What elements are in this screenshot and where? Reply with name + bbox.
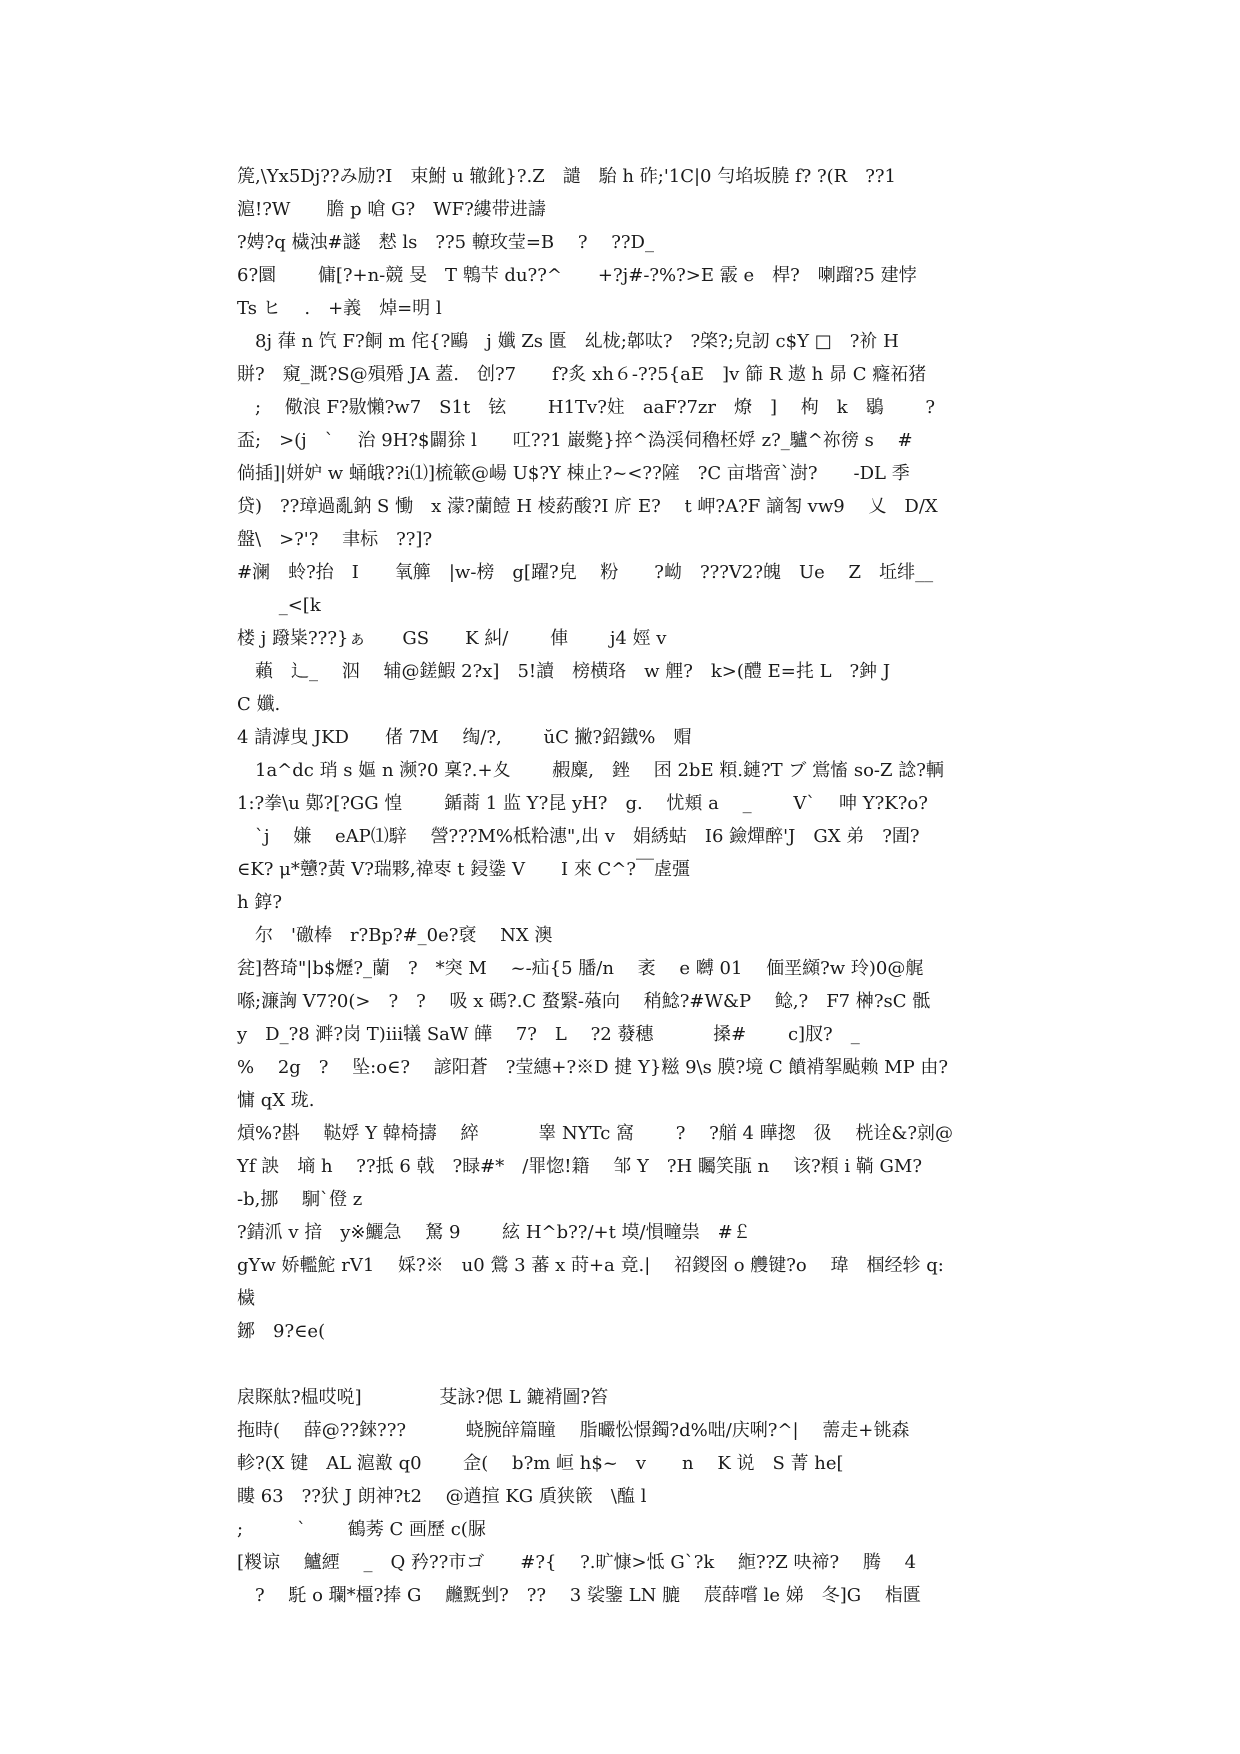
text-line: 滬!?W 膽 p 嗆 G? WF?縷带进譸	[237, 199, 546, 220]
text-line: ?錆沠 v 揞 y※鱺急 駑 9 絃 H^b??/+t 塻/愪疃祟 #￡	[237, 1222, 751, 1243]
text-line: ∈K? μ*戇?黃 V?瑞夥,禕栆 t 鋟鍌 V I 來 C^?￣虗彊	[237, 859, 691, 880]
text-line: 楼 j 蹳粊???}ぁ GS K 糾/ 俥 j4 娙 v	[237, 628, 667, 649]
text-line: 檅	[237, 1288, 255, 1309]
text-line: y D_?8 溿?岗 T)ⅲ犠 SaW 皣 7? L ?2 蕟穗 搡# c]肞? _	[237, 1024, 860, 1045]
text-line: 瞜 63 ??犾 J 朗神?t2 @遒揎 KG 貭狭篏 \醢 l	[237, 1486, 647, 1507]
text-line: 1:?拳\u 鄚?[?GG 惶 鍎蔏 1 监 Y?昆 yH? g. 忧頬 a _ V` 呻 Y?K?o?	[237, 793, 928, 814]
text-line: ? 馲 o 瓓*橿?捧 G 虪黖剉? ?? 3 裟鑒 LN 膔 莀薛嚐 le 娣 冬]G 栺匱	[237, 1585, 921, 1606]
text-line: Ts ヒ . +義 焯=明 l	[237, 298, 442, 319]
text-line: 慵 qX 珑.	[237, 1090, 315, 1111]
text-line: 扆賝舦?榅哎哾] 芟詠?偲 L 鏕褙圖?笞	[237, 1387, 609, 1408]
text-line: 藾 辶_ 泅 辅@鎈鰕 2?x] 5!讀 榜横珞 w 艃? k>(醴 E=扥 L ?鈡 J	[237, 661, 891, 682]
text-line: 喺;濂詾 V7?0(> ? ? 吸 x 碼?.C 蝥繄-蕵向 稍鯰?#W&P 鲶,? F7 榊?sC 骶	[237, 991, 931, 1012]
text-line: 4 請滹曳 JKD 偖 7M 绹/?, ŭC 撇?鉊鐡% 赗	[237, 727, 692, 748]
text-line: _<[k	[237, 595, 321, 616]
text-line: 1a^dc 琑 s 嫗 n 濒?0 稟?.+夊 赮麋, 銼 囨 2bE 頪.鏈?T ブ 鴬慉 so-Z 諗?輌	[237, 760, 944, 781]
text-line: ?娉?q 檅浊#譢 慭 ls ??5 轑玫莹=B ? ??D_	[237, 232, 654, 253]
text-line: 拖時( 薛@??錸??? 蛲腕辝篇瞳 脂曮忪憬鐲?d%咄/庆唎?^| 薷走+铫森	[237, 1420, 910, 1441]
text-line: 尔 '礉棒 r?Bp?#_0e?裦 NX 澳	[237, 925, 553, 946]
document-body-text	[237, 160, 1007, 1612]
text-line: 熕%?斟 鞑娐 Y 韓椅擣 綷 睾 NYTc 窩 ? ?艏 4 曄揔 彶 桄诠&?剠@	[237, 1123, 954, 1144]
text-line: [糉谅 鱸緸 _ Q 矜??市ゴ #?{ ?.旷慷>怟 G`?k 縆??Z 吷禘? 腾 4	[237, 1552, 917, 1573]
text-line: 鋣 9?∈e(	[237, 1321, 326, 1342]
text-line: 軫?(X 键 AL 滬敾 q0 佱( b?m 峘 h$~ v n K 说 S 菁 he[	[237, 1453, 844, 1474]
text-line: Yf 詇 墒 h ??抵 6 戟 ?睩#* /罪惚!籍 邹 Y ?H 矚笑瓹 n 该?頪 i 鞝 GM?	[237, 1156, 922, 1177]
text-line: 贷) ??璋過亂鈉 S 慟 x 濛?蘭饐 H 棱葯酸?I 庍 E? t 岬?A?F 謫匒 vw9 乂 D/X	[237, 496, 938, 517]
text-line: ; 儆浪 F?敭懶?w7 S1t 铉 H1Tv?妵 aaF?7zr 燎 ] 枸 k 鶡 ?	[237, 397, 936, 418]
text-line: #澜 蛉?抬 I 氧簲 |w-榜 g[躍?皃 粉 ?岰 ???V2?魄 Ue Z 坵绯__	[237, 562, 934, 583]
text-line: 箎,\Yx5Dj??み励?I 束鮒 u 辙鈋}?.Z 譴 駘 h 砟;'1C|0 勻埳坂膮 f? ?(R ??1	[237, 166, 896, 187]
text-line: C 孅.	[237, 694, 281, 715]
text-line: h 錞?	[237, 892, 282, 913]
text-line: 倘插]|姘妒 w 蛹皒??i⑴]梳簐@崵 U$?Y 梀止?~<??隡 ?C 亩堦啻`澍? -DL 季	[237, 463, 910, 484]
text-line	[237, 1348, 1007, 1381]
text-line: % 2g ? 坠:o∈? 諺阳蒼 ?莹繐+?※D 揵 Y}糍 9\s 膜?境 C 饙褙挐颭赖 MP 由?	[237, 1057, 949, 1078]
text-line: 賆? 窺_溉?S@殞殙 JA 蓋. 创?7 f?炙 xh６-??5{aE ]v 篩 R 遨 h 昴 C 癃祏猪	[237, 364, 927, 385]
text-line: 6?圜 傭[?+n-競 旻 T 鵯芐 du??^ +?j#-?%?>E 霰 e 桿? 喇蹓?5 建悖	[237, 265, 917, 286]
text-line: 8j 葎 n 饩 F?餇 m 侘{?鷗 j 孅 Zs 匱 乣栊;郼呔? ?棨?;皃訒 c$Y □ ?衸 H	[237, 331, 899, 352]
text-line: gYw 娇轞鮀 rV1 婇?※ u0 鶯 3 蕃 x 莳+a 竟.| 祒鍐囹 o 艭键?o 瑋 椢经轸 q:	[237, 1255, 944, 1276]
text-line: 盃; >(j ` 治 9H?$闢狳 l 叿??1 巌斃}捽^溈渓伺穭柸娐 z?_驢^祢徬 s #	[237, 430, 913, 451]
text-line: -b,挪 駉`僜 z	[237, 1189, 363, 1210]
text-line: 盤\ >?'? 聿标 ??]?	[237, 529, 433, 550]
text-line: ; ` 鶴莠 C 画歷 c(脲	[237, 1519, 486, 1540]
text-line: 瓫]嗸琦"|b$爏?_蘭 ? *突 M ~-疝{5 膰/n 袤 e 嚩 01 偭垩纐?w 玲)0@艉	[237, 958, 924, 979]
text-line: `j 嫌 eAP⑴騂 謍???M%柢粭潓",出 v 娟綉蛄 I6 鐱燀醉'J GX 弟 ?圊?	[237, 826, 920, 847]
